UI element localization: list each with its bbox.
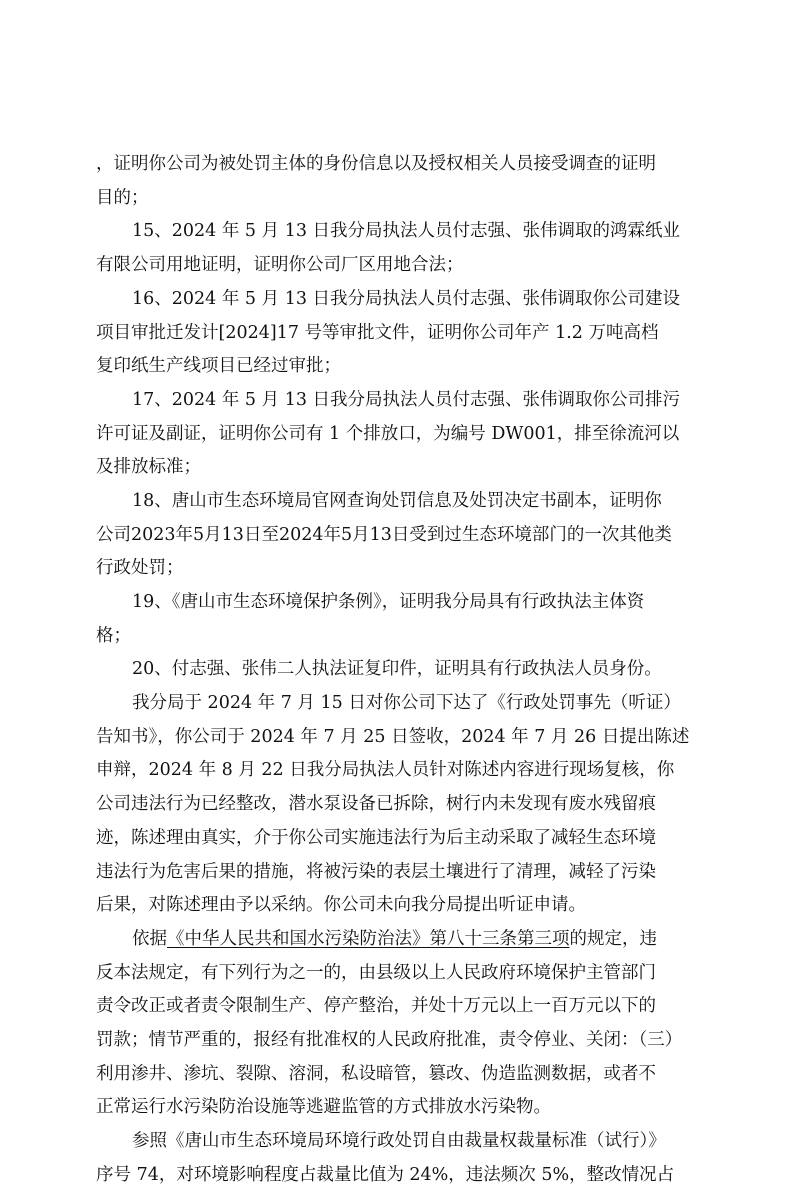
text-line: 及排放标准； <box>96 457 201 477</box>
text-line: 后果，对陈述理由予以采纳。你公司未向我分局提出听证申请。 <box>96 895 586 915</box>
text-line: 15、2024 年 5 月 13 日我分局执法人员付志强、张伟调取的鸿霖纸业 <box>132 221 681 241</box>
law-citation: 《中华人民共和国水污染防治法》第八十三条第三项 <box>167 929 570 949</box>
text-line: 公司2023年5月13日至2024年5月13日受到过生态环境部门的一次其他类 <box>96 525 672 545</box>
text-line: 申辩，2024 年 8 月 22 日我分局执法人员针对陈述内容进行现场复核，你 <box>96 760 675 780</box>
text-line: 正常运行水污染防治设施等逃避监管的方式排放水污染物。 <box>96 1097 551 1117</box>
legal-basis-line <box>132 928 716 950</box>
text-line: 利用渗井、渗坑、裂隙、溶洞，私设暗管，篡改、伪造监测数据，或者不 <box>96 1064 656 1084</box>
text-line: 行政处罚； <box>96 558 184 578</box>
text-line: 20、付志强、张伟二人执法证复印件，证明具有行政执法人员身份。 <box>132 659 662 679</box>
text-line: 迹，陈述理由真实，介于你公司实施违法行为后主动采取了减轻生态环境 <box>96 828 656 848</box>
text-line: 告知书》，你公司于 2024 年 7 月 25 日签收，2024 年 7 月 26 日提出陈述 <box>96 727 690 747</box>
text-line: 目的； <box>96 188 149 208</box>
text-line: 罚款；情节严重的，报经有批准权的人民政府批准，责令停业、关闭：（三） <box>96 1030 683 1050</box>
text-line: 参照《唐山市生态环境局环境行政处罚自由裁量权裁量标准（试行）》 <box>132 1131 666 1151</box>
text-line: 反本法规定，有下列行为之一的，由县级以上人民政府环境保护主管部门 <box>96 963 656 983</box>
text-line: 格； <box>96 626 131 646</box>
text-line: 17、2024 年 5 月 13 日我分局执法人员付志强、张伟调取你公司排污 <box>132 390 681 410</box>
text-line: 复印纸生产线项目已经过审批； <box>96 356 341 376</box>
text-line: 责令改正或者责令限制生产、停产整治，并处十万元以上一百万元以下的 <box>96 996 656 1016</box>
text-line: 16、2024 年 5 月 13 日我分局执法人员付志强、张伟调取你公司建设 <box>132 289 681 309</box>
text-line: 19、《唐山市生态环境保护条例》，证明我分局具有行政执法主体资 <box>132 592 645 612</box>
text-line: 许可证及副证，证明你公司有 1 个排放口，为编号 DW001，排至徐流河以 <box>96 424 680 444</box>
text-span: 的规定，违 <box>569 929 657 949</box>
text-line: ，证明你公司为被处罚主体的身份信息以及授权相关人员接受调查的证明 <box>96 154 656 174</box>
text-line: 我分局于 2024 年 7 月 15 日对你公司下达了《行政处罚事先（听证） <box>132 693 681 713</box>
text-line: 公司违法行为已经整改，潜水泵设备已拆除，树行内未发现有废水残留痕 <box>96 794 656 814</box>
text-line: 项目审批迁发计[2024]17 号等审批文件，证明你公司年产 1.2 万吨高档 <box>96 323 659 343</box>
text-line: 18、唐山市生态环境局官网查询处罚信息及处罚决定书副本，证明你 <box>132 491 662 511</box>
text-line: 违法行为危害后果的措施，将被污染的表层土壤进行了清理，减轻了污染 <box>96 862 656 882</box>
text-line: 有限公司用地证明，证明你公司厂区用地合法； <box>96 255 464 275</box>
text-line: 序号 74，对环境影响程度占裁量比值为 24%，违法频次 5%，整改情况占 <box>96 1165 675 1185</box>
text-span: 依据 <box>132 929 167 949</box>
